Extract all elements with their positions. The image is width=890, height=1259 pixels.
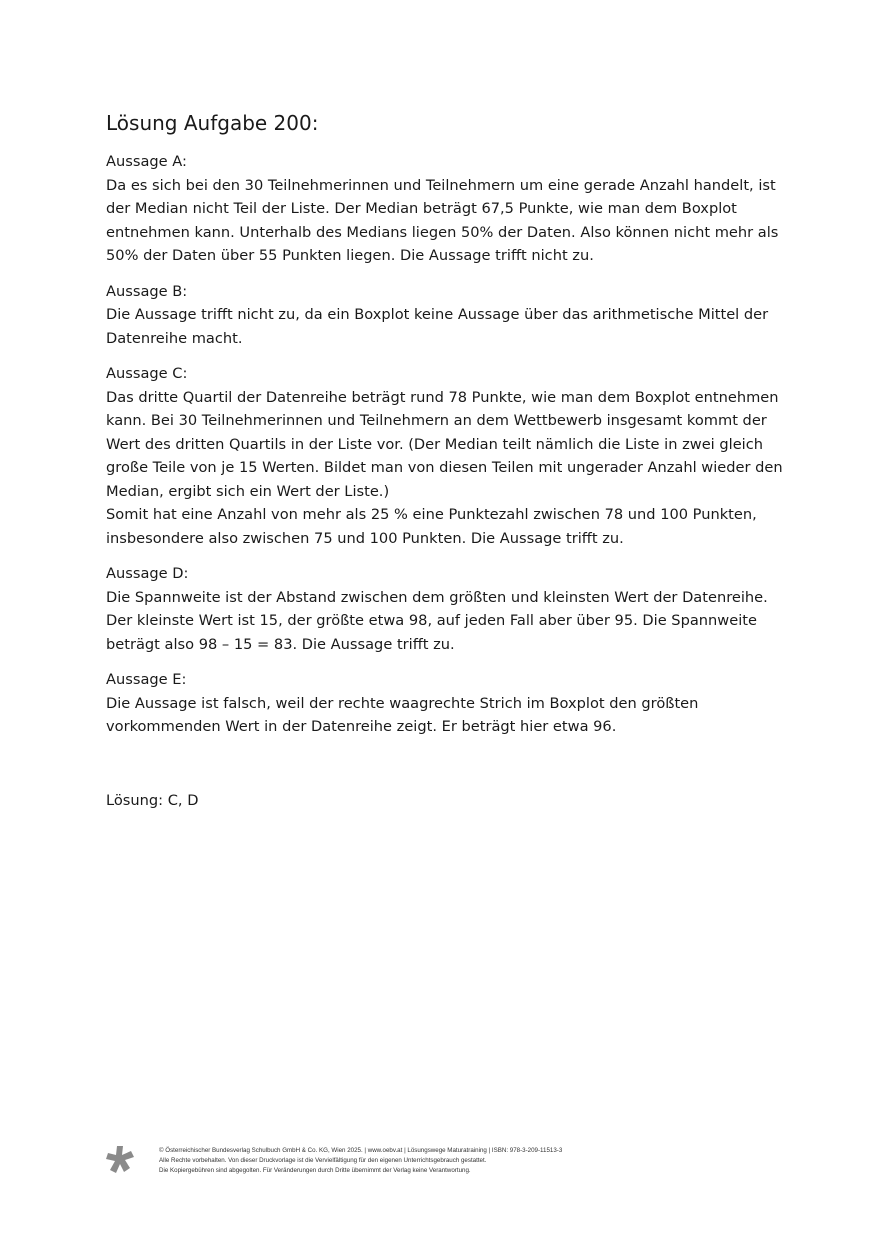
statement-heading: Aussage D:	[106, 565, 189, 582]
statement-a	[106, 150, 796, 268]
copyright-line: Die Kopiergebühren sind abgegolten. Für Veränderungen durch Dritte übernimmt der Verlag keine Verantwortung.	[159, 1167, 471, 1174]
solution-answer: Lösung: C, D	[106, 792, 199, 809]
statement-line: entnehmen kann. Unterhalb des Medians liegen 50% der Daten. Also können nicht mehr als	[106, 223, 779, 241]
statement-line: kann. Bei 30 Teilnehmerinnen und Teilnehmern an dem Wettbewerb insgesamt kommt der	[106, 412, 767, 429]
statement-line: Median, ergibt sich ein Wert der Liste.)	[106, 482, 390, 500]
statement-line: Somit hat eine Anzahl von mehr als 25 % eine Punktezahl zwischen 78 und 100 Punkten,	[106, 506, 757, 523]
statement-heading: Aussage C:	[106, 365, 188, 382]
statement-d	[106, 562, 796, 656]
statement-line: große Teile von je 15 Werten. Bildet man von diesen Teilen mit ungerader Anzahl wieder den	[106, 459, 783, 476]
copyright-line: Alle Rechte vorbehalten. Von dieser Druckvorlage ist die Vervielfältigung für den eigenen Unterrichtsgebrauch gestattet.	[159, 1157, 487, 1164]
statement-line: beträgt also 98 – 15 = 83. Die Aussage trifft zu.	[106, 635, 455, 653]
statement-e	[106, 668, 796, 739]
statement-line: Datenreihe macht.	[106, 329, 243, 347]
oebv-logo-icon	[104, 1144, 136, 1176]
copyright-line: © Österreichischer Bundesverlag Schulbuch GmbH & Co. KG, Wien 2025. | www.oebv.at | Lösungswege Maturatraining | ISBN: 978-3-209-11513-3	[159, 1147, 563, 1154]
statement-line: Das dritte Quartil der Datenreihe beträgt rund 78 Punkte, wie man dem Boxplot entnehmen	[106, 388, 779, 406]
statement-c	[106, 362, 796, 550]
statement-line: der Median nicht Teil der Liste. Der Median beträgt 67,5 Punkte, wie man dem Boxplot	[106, 200, 737, 217]
statement-line: insbesondere also zwischen 75 und 100 Punkten. Die Aussage trifft zu.	[106, 529, 624, 547]
statement-line: Der kleinste Wert ist 15, der größte etwa 98, auf jeden Fall aber über 95. Die Spannweite	[106, 612, 757, 629]
copyright-notice	[159, 1146, 562, 1176]
statement-b	[106, 280, 796, 351]
statement-heading: Aussage E:	[106, 671, 187, 688]
statement-line: Die Aussage ist falsch, weil der rechte waagrechte Strich im Boxplot den größten	[106, 694, 699, 712]
statement-line: 50% der Daten über 55 Punkten liegen. Die Aussage trifft nicht zu.	[106, 247, 594, 264]
statement-line: vorkommenden Wert in der Datenreihe zeigt. Er beträgt hier etwa 96.	[106, 718, 617, 735]
statement-line: Da es sich bei den 30 Teilnehmerinnen und Teilnehmern um eine gerade Anzahl handelt, ist	[106, 176, 776, 194]
page-title: Lösung Aufgabe 200:	[106, 111, 319, 135]
statement-line: Die Spannweite ist der Abstand zwischen dem größten und kleinsten Wert der Datenreihe.	[106, 588, 768, 606]
statement-line: Die Aussage trifft nicht zu, da ein Boxplot keine Aussage über das arithmetische Mittel der	[106, 306, 769, 323]
statement-heading: Aussage B:	[106, 282, 188, 300]
solution-body	[106, 150, 796, 751]
page-footer	[104, 1144, 804, 1184]
statement-line: Wert des dritten Quartils in der Liste vor. (Der Median teilt nämlich die Liste in zwei gleich	[106, 435, 764, 453]
statement-heading: Aussage A:	[106, 153, 187, 170]
